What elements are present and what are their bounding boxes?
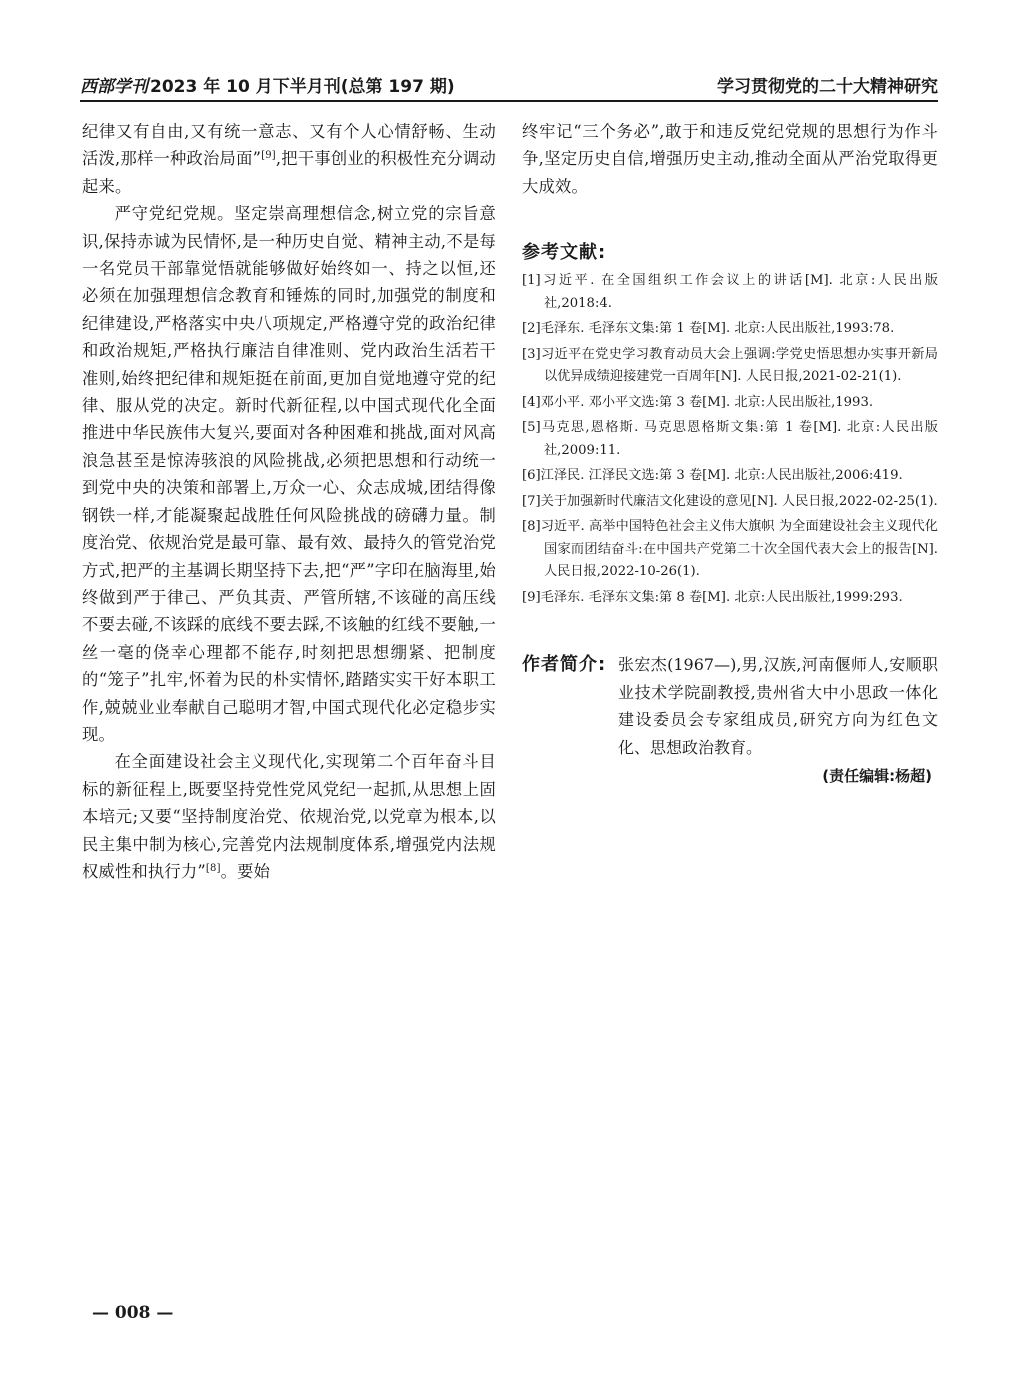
left-column [82,118,496,885]
page-number: — 008 — [92,1303,174,1323]
reference-item: [6]江泽民. 江泽民文选:第 3 卷[M]. 北京:人民出版社,2006:419. [522,468,903,484]
responsible-editor: (责任编辑:杨超) [822,767,932,786]
paragraph-text: 在全面建设社会主义现代化,实现第二个百年奋斗目标的新征程上,既要坚持党性党风党纪一起抓,从思想上固本培元;又要“坚持制度治党、依规治党,以党章为根本,以民主集中制为核心,完善党内法规制度体系,增强党内法规权威性和执行力” [82,752,496,881]
reference-item: [1]习近平. 在全国组织工作会议上的讲话[M]. 北京:人民出版社,2018:4. [522,273,938,311]
reference-item: [3]习近平在党史学习教育动员大会上强调:学党史悟思想办实事开新局 以优异成绩迎接建党一百周年[N]. 人民日报,2021-02-21(1). [522,346,938,385]
reference-item: [2]毛泽东. 毛泽东文集:第 1 卷[M]. 北京:人民出版社,1993:78. [522,321,895,337]
author-bio-text: 张宏杰(1967—),男,汉族,河南偃师人,安顺职业技术学院副教授,贵州省大中小思政一体化建设委员会专家组成员,研究方向为红色文化、思想政治教育。 [618,655,938,757]
body-paragraph [82,118,496,200]
reference-item: [5]马克思,恩格斯. 马克思恩格斯文集:第 1 卷[M]. 北京:人民出版社,2009:11. [522,420,938,458]
header-section-title: 学习贯彻党的二十大精神研究 [717,77,938,97]
citation-marker: [9] [261,150,276,162]
page-header [80,70,938,102]
journal-logo: 西部学刊 [80,77,148,97]
author-bio-block [522,651,938,761]
citation-marker: [8] [205,862,221,874]
reference-item: [4]邓小平. 邓小平文选:第 3 卷[M]. 北京:人民出版社,1993. [522,394,874,410]
paragraph-text: 严守党纪党规。坚定崇高理想信念,树立党的宗旨意识,保持赤诚为民情怀,是一种历史自觉、精神主动,不是每一名党员干部靠觉悟就能够做好始终如一、持之以恒,还必须在加强理想信念教育和锤炼的同时,加强党的制度和纪律建设,严格落实中央八项规定,严格遵守党的政治纪律和政治规矩,严格执行廉洁自律准则、党内政治生活若干准则,始终把纪律和规矩挺在前面,更加自觉地遵守党的纪律、服从党的决定。新时代新征程,以中国式现代化全面推进中华民族伟大复兴,要面对各种困难和挑战,面对风高浪急甚至是惊涛骇浪的风险挑战,必须把思想和行动统一到党中央的决策和部署上,万众一心、众志成城,团结得像钢铁一样,才能凝聚起战胜任何风险挑战的磅礴力量。制度治党、依规治党是最可靠、最有效、最持久的管党治党方式,把严的主基调长期坚持下去,把“严”字印在脑海里,始终做到严于律己、严负其责、严管所辖,不该碰的高压线不要去碰,不该踩的底线不要去踩,不该触的红线不要触,一丝一毫的侥幸心理都不能存,时刻把思想绷紧、把制度的“笼子”扎牢,怀着为民的朴实情怀,踏踏实实干好本职工作,兢兢业业奉献自己聪明才智,中国式现代化必定稳步实现。 [82,204,496,744]
reference-item: [9]毛泽东. 毛泽东文集:第 8 卷[M]. 北京:人民出版社,1999:293. [522,589,903,605]
journal-issue: 2023 年 10 月下半月刊(总第 197 期) [150,77,455,97]
reference-item: [8]习近平. 高举中国特色社会主义伟大旗帜 为全面建设社会主义现代化国家而团结奋斗:在中国共产党第二十次全国代表大会上的报告[N]. 人民日报,2022-10-26(1). [522,519,938,580]
references-heading: 参考文献: [522,242,607,264]
paragraph-text: 纪律又有自由,又有统一意志、又有个人心情舒畅、生动活泼,那样一种政治局面” [82,122,496,169]
header-journal-info [80,72,455,97]
body-paragraph [82,200,496,748]
references-list [522,270,938,609]
reference-item: [7]关于加强新时代廉洁文化建设的意见[N]. 人民日报,2022-02-25(1). [522,493,938,509]
paragraph-text: 。要始 [220,861,271,881]
body-paragraph [82,748,496,885]
body-paragraph: 终牢记“三个务必”,敢于和违反党纪党规的思想行为作斗争,坚定历史自信,增强历史主动,推动全面从严治党取得更大成效。 [522,122,938,196]
paragraph-text: ,把干事创业的积极性充分调动起来。 [82,149,496,196]
right-column [522,118,938,786]
author-bio-label: 作者简介: [522,654,607,676]
